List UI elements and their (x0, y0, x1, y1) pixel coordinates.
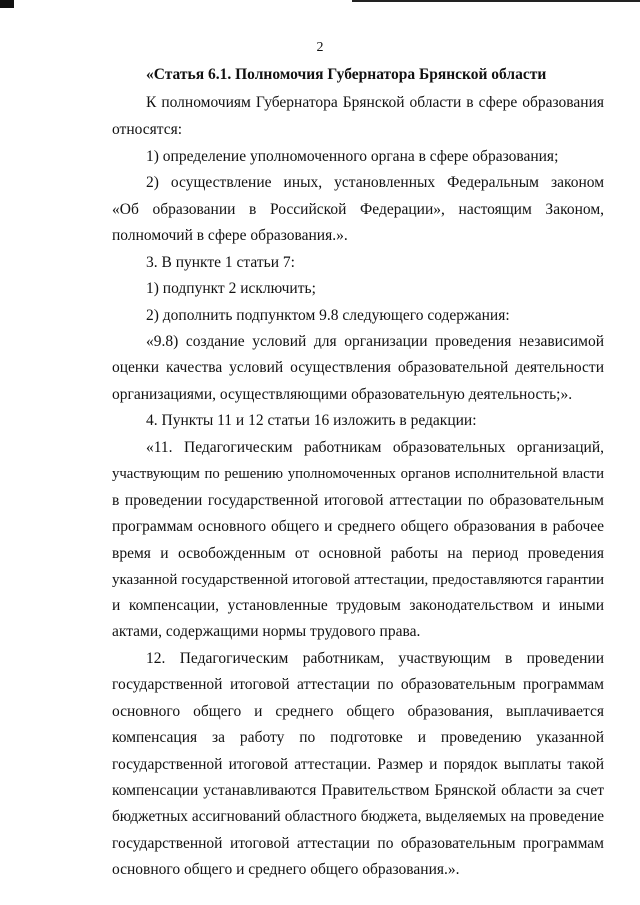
text-line: «Об образовании в Российской Федерации», настоящим Законом, (112, 201, 604, 218)
text-line: программам основного общего и среднего общего образования в рабочее (112, 518, 604, 535)
text-line: 4. Пункты 11 и 12 статьи 16 изложить в редакции: (146, 412, 477, 429)
text-line: участвующим по решению уполномоченных органов исполнительной власти (112, 466, 604, 482)
text-line: 1) подпункт 2 исключить; (146, 280, 316, 297)
article-heading: «Статья 6.1. Полномочия Губернатора Брянской области (146, 66, 547, 83)
text-line: основного общего и среднего общего образования, выплачивается (112, 703, 604, 720)
text-line: бюджетных ассигнований областного бюджета, выделяемых на проведение (112, 808, 604, 825)
text-line: 2) осуществление иных, установленных Федеральным законом (146, 174, 604, 191)
page-number: 2 (316, 40, 324, 55)
text-line: основного общего и среднего общего образования.». (112, 861, 460, 878)
text-line: оценки качества условий осуществления образовательной деятельности (112, 359, 604, 376)
text-line: 12. Педагогическим работникам, участвующим в проведении (146, 650, 604, 667)
text-line: компенсации устанавливаются Правительством Брянской области за счет (112, 782, 604, 799)
text-line: государственной итоговой аттестации по образовательным программам (112, 835, 604, 852)
text-line: государственной итоговой аттестации. Размер и порядок выплаты такой (112, 756, 604, 773)
text-line: организациями, осуществляющими образовательную деятельность;». (112, 386, 573, 403)
text-line: «11. Педагогическим работникам образовательных организаций, (146, 439, 604, 456)
text-line: относятся: (112, 121, 183, 138)
text-line: 3. В пункте 1 статьи 7: (146, 254, 295, 271)
text-line: «9.8) создание условий для организации проведения независимой (146, 333, 604, 350)
text-line: в проведении государственной итоговой аттестации по образовательным (112, 492, 604, 509)
text-line: государственной итоговой аттестации по образовательным программам (112, 676, 604, 693)
text-line: К полномочиям Губернатора Брянской области в сфере образования (146, 94, 604, 111)
text-line: компенсация за работу по подготовке и проведению указанной (112, 729, 604, 746)
text-line: актами, содержащими нормы трудового права. (112, 623, 421, 640)
text-line: указанной государственной итоговой аттестации, предоставляются гарантии (112, 572, 604, 588)
scan-edge-mark (0, 0, 14, 8)
text-line: и компенсации, установленные трудовым законодательством и иными (112, 597, 604, 614)
text-line: 1) определение уполномоченного органа в сфере образования; (146, 148, 559, 165)
scan-top-line (352, 0, 640, 2)
text-line: полномочий в сфере образования.». (112, 227, 348, 244)
text-line: время и освобожденным от основной работы на период проведения (112, 545, 604, 562)
text-line: 2) дополнить подпунктом 9.8 следующего содержания: (146, 307, 510, 324)
